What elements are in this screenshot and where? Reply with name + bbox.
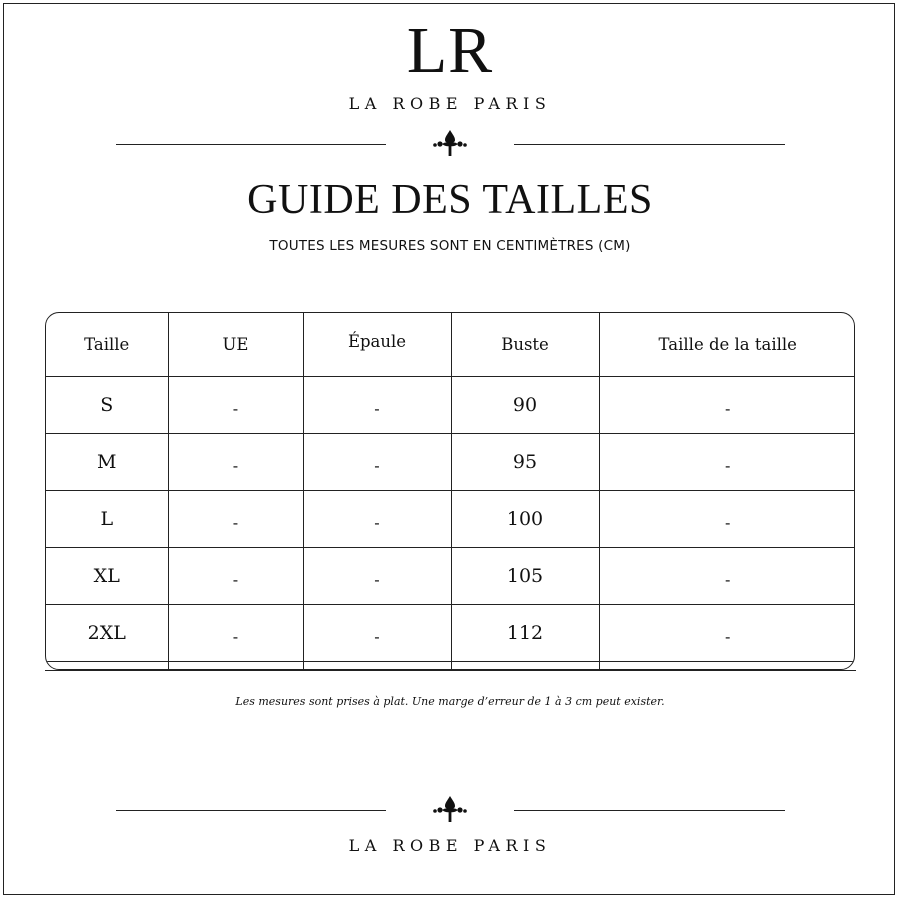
- column-header: UE: [168, 313, 303, 377]
- column-header: Buste: [451, 313, 599, 377]
- ue-cell: -: [168, 548, 303, 605]
- waist-cell: -: [599, 377, 855, 434]
- table-row: [46, 491, 855, 548]
- size-cell: XL: [46, 548, 168, 605]
- size-table: [45, 312, 855, 670]
- size-cell: L: [46, 491, 168, 548]
- shoulder-cell: -: [303, 548, 451, 605]
- column-header: Épaule: [303, 313, 451, 377]
- ue-cell: [168, 662, 303, 671]
- ue-cell: -: [168, 434, 303, 491]
- waist-cell: [599, 662, 855, 671]
- shoulder-cell: -: [303, 605, 451, 662]
- bust-cell: 100: [451, 491, 599, 548]
- bust-cell: 105: [451, 548, 599, 605]
- waist-cell: -: [599, 491, 855, 548]
- table-row: [46, 434, 855, 491]
- table-header-row: [46, 313, 855, 377]
- fleur-de-lis-icon: [430, 794, 470, 824]
- divider-line-left: [116, 144, 386, 145]
- brand-name-bottom: LA ROBE PARIS: [348, 836, 552, 855]
- shoulder-cell: -: [303, 491, 451, 548]
- page-title: GUIDE DES TAILLES: [247, 177, 653, 223]
- divider-line-right: [514, 144, 785, 145]
- shoulder-cell: -: [303, 377, 451, 434]
- bust-cell: 95: [451, 434, 599, 491]
- column-header: Taille de la taille: [599, 313, 855, 377]
- ue-cell: -: [168, 491, 303, 548]
- size-cell: S: [46, 377, 168, 434]
- column-header: Taille: [46, 313, 168, 377]
- table-row: [46, 377, 855, 434]
- brand-logo: LR: [406, 14, 494, 87]
- table-row: [46, 548, 855, 605]
- fleur-de-lis-icon: [430, 128, 470, 158]
- ue-cell: -: [168, 605, 303, 662]
- size-cell: 2XL: [46, 605, 168, 662]
- brand-name-top: LA ROBE PARIS: [348, 94, 552, 113]
- table-baseline: [45, 670, 856, 671]
- waist-cell: -: [599, 434, 855, 491]
- shoulder-cell: -: [303, 434, 451, 491]
- divider-line-left: [116, 810, 386, 811]
- table-row: [46, 605, 855, 662]
- bust-cell: [451, 662, 599, 671]
- shoulder-cell: [303, 662, 451, 671]
- waist-cell: -: [599, 605, 855, 662]
- bust-cell: 112: [451, 605, 599, 662]
- page-subtitle: TOUTES LES MESURES SONT EN CENTIMÈTRES (CM): [269, 238, 631, 254]
- size-cell: [46, 662, 168, 671]
- waist-cell: -: [599, 548, 855, 605]
- bust-cell: 90: [451, 377, 599, 434]
- measurement-note: Les mesures sont prises à plat. Une marge d’erreur de 1 à 3 cm peut exister.: [235, 695, 665, 708]
- ue-cell: -: [168, 377, 303, 434]
- divider-line-right: [514, 810, 785, 811]
- table-row: [46, 662, 855, 671]
- size-cell: M: [46, 434, 168, 491]
